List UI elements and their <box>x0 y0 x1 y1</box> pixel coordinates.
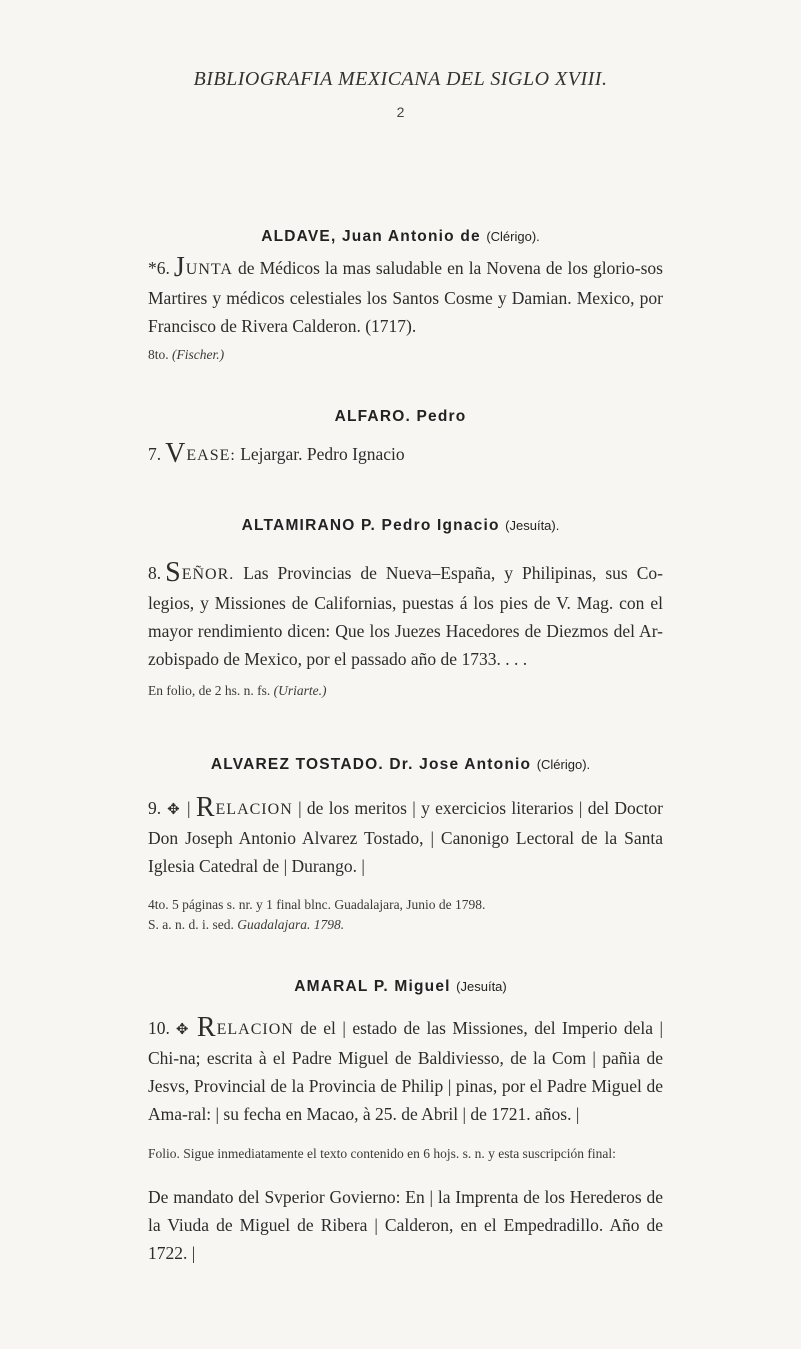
entry-number: 8. <box>148 563 162 583</box>
first-word: EASE: <box>186 447 236 464</box>
drop-initial: V <box>165 438 186 469</box>
first-word: EÑOR. <box>181 566 235 583</box>
note-text: Folio. Sigue inmediatamente el texto contenido en 6 hojs. s. n. y esta suscripción final: <box>148 1146 616 1161</box>
page-number: 2 <box>396 104 405 120</box>
note-source: (Uriarte.) <box>273 683 327 698</box>
running-title: BIBLIOGRAFIA MEXICANA DEL SIGLO XVIII. <box>193 68 608 90</box>
entry-body-8 <box>148 559 663 673</box>
entry-body-9: 9. ✥ | RELACION | de los meritos | y exercicios literarios | del Doctor Don Joseph Antonio Alvarez Tostado, | Canonigo Lectoral de la Santa Iglesia Catedral de | Durango. | <box>148 792 664 876</box>
note-text: 4to. 5 páginas s. nr. y 1 final blnc. Guadalajara, Junio de 1798. <box>148 897 486 912</box>
entry-number: 10. <box>148 1018 170 1038</box>
author-note: (Jesuíta) <box>456 979 507 994</box>
entry-body-10 <box>148 1014 663 1128</box>
entry-colophon-10 <box>148 1183 663 1267</box>
author-note: (Clérigo). <box>486 229 540 244</box>
entry-text: Lejargar. Pedro Ignacio <box>240 444 405 464</box>
entry-number: 9. <box>148 798 162 818</box>
entry-author-altamirano <box>0 517 801 535</box>
drop-initial: R <box>195 792 215 823</box>
author-name: AMARAL P. Miguel <box>294 978 451 995</box>
entry-body-7 <box>148 440 663 470</box>
entry-note-8 <box>148 681 663 701</box>
colophon-text: De mandato del Svperior Govierno: En | la Imprenta de los Herederos de la Viuda de Miguel de Ribera | Calderon, en el Empedradillo. Año de 1722. | <box>148 1187 663 1263</box>
first-word: ELACION <box>215 801 293 818</box>
entry-text: de Médicos la mas saludable en la Novena de los glorio-sos Martires y médicos celestiales los Santos Cosme y Damian. Mexico, por Francisco de Rivera Calderon. (1717). <box>148 258 663 336</box>
first-word: ELACION <box>216 1021 294 1038</box>
entry-number: 7. <box>148 444 162 464</box>
note-source: (Fischer.) <box>172 347 225 362</box>
drop-initial: J <box>173 252 185 283</box>
note-text: En folio, de 2 hs. n. fs. <box>148 683 271 698</box>
note-text: 8to. <box>148 347 169 362</box>
entry-author-amaral <box>0 978 801 996</box>
entry-note-9 <box>148 895 663 935</box>
entry-body-6 <box>148 254 663 340</box>
entry-note-6 <box>148 345 663 365</box>
note-text-2: S. a. n. d. i. sed. <box>148 917 234 932</box>
drop-initial: S <box>165 557 181 588</box>
entry-note-10 <box>148 1144 663 1164</box>
author-name: ALVAREZ TOSTADO. Dr. Jose Antonio <box>210 756 532 773</box>
entry-text: | de los meritos | y exercicios literarios | del Doctor Don Joseph Antonio Alvarez Tostado, | Canonigo Lectoral de la Santa Iglesia Catedral de | Durango. | <box>148 798 664 876</box>
entry-author-alvarez-tostado <box>0 756 801 774</box>
cross-ornament-icon: ✥ <box>175 1022 189 1038</box>
author-note: (Jesuíta). <box>505 518 560 533</box>
cross-ornament-icon: ✥ <box>167 802 180 818</box>
author-name: ALFARO. Pedro <box>334 408 467 425</box>
entry-text: de el | estado de las Missiones, del Imperio dela | Chi-na; escrita à el Padre Miguel de Baldiviesso, de la Com | pañia de Jesvs, Provincial de la Provincia de Philip | pinas, por el Padre Miguel de Ama-ral: | su fecha en Macao, à 25. de Abril | de 1721. años. | <box>148 1018 664 1124</box>
first-word: UNTA <box>185 261 233 278</box>
author-name: ALTAMIRANO P. Pedro Ignacio <box>241 517 500 534</box>
entry-text: Las Provincias de Nueva–España, y Philipinas, sus Co-legios, y Missiones de Californias, puestas á los pies de V. Mag. con el mayor rendimiento dicen: Que los Juezes Hacedores de Diezmos del Ar-zobispado de Mexico, por el passado año de 1733. . . . <box>148 563 663 669</box>
author-name: ALDAVE, Juan Antonio de <box>261 228 481 245</box>
entry-author-alfaro <box>0 408 801 426</box>
entry-author-aldave <box>0 228 801 246</box>
drop-initial: R <box>196 1012 216 1043</box>
note-source: Guadalajara. 1798. <box>237 917 345 932</box>
author-note: (Clérigo). <box>536 757 591 772</box>
entry-number: *6. <box>148 258 170 278</box>
